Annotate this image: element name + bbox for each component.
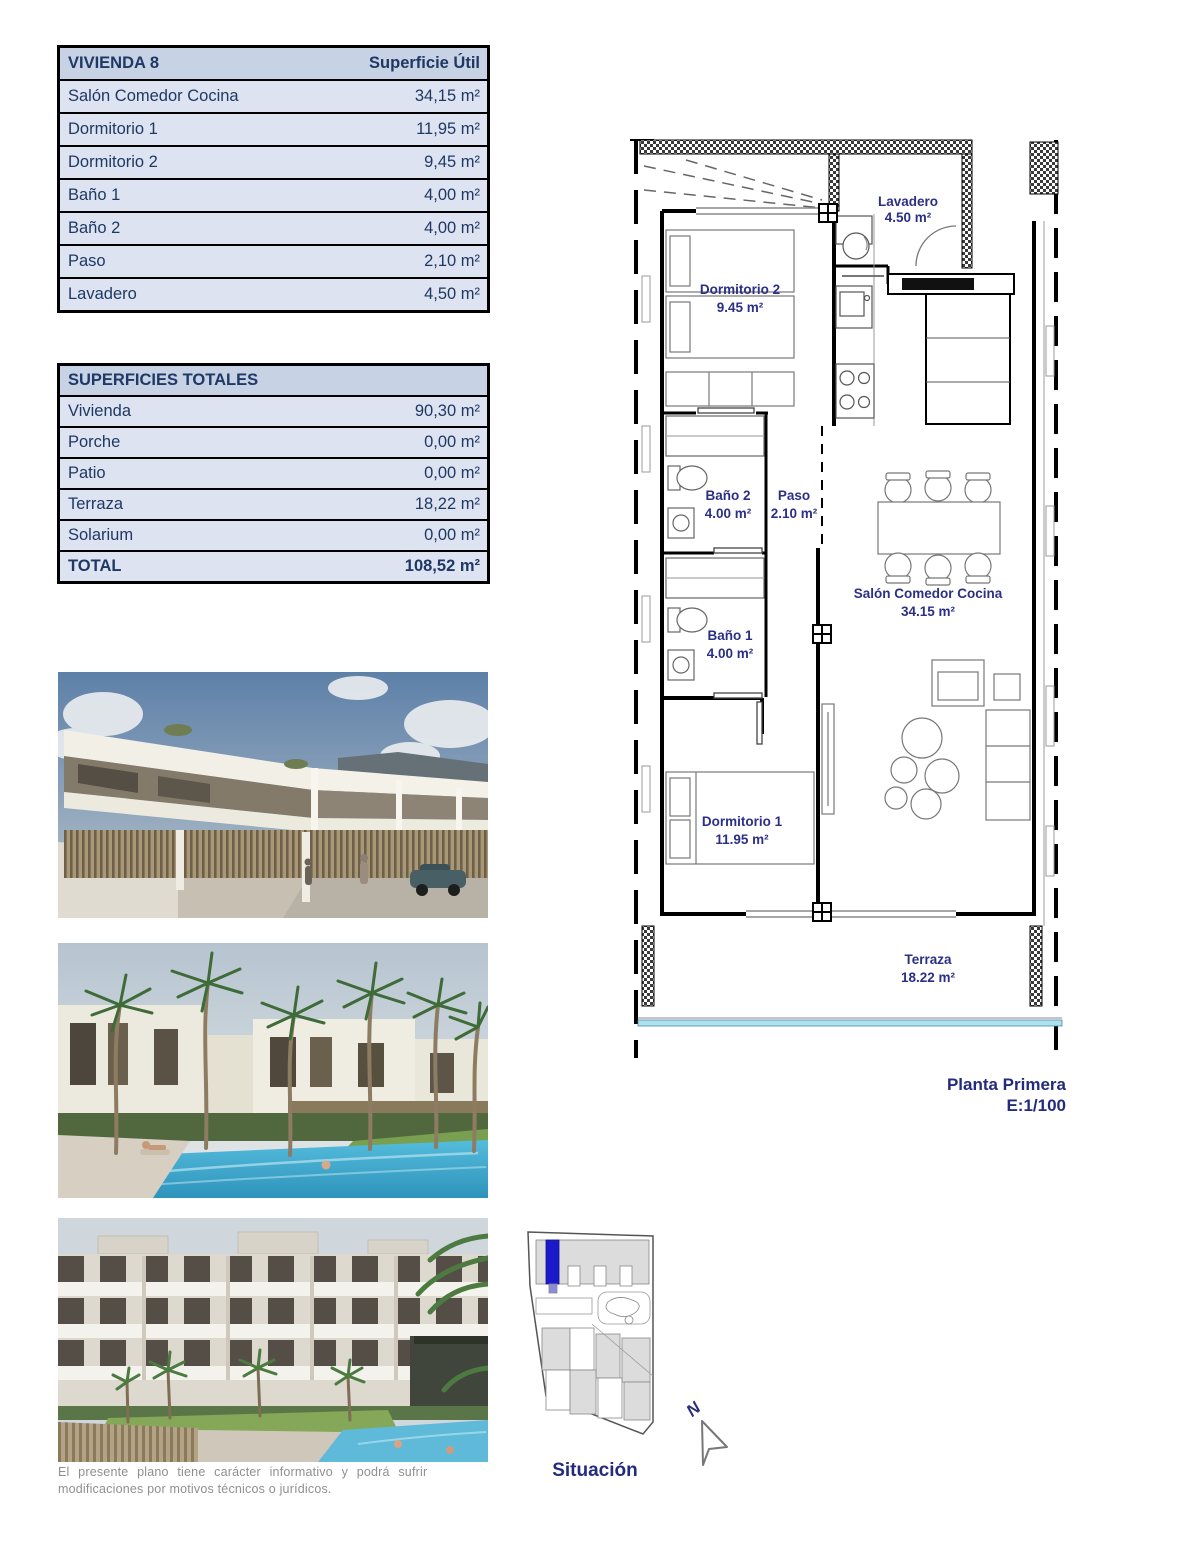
dining-table-icon: [878, 471, 1000, 585]
render-photo-pool: [58, 943, 488, 1198]
table-row: [60, 112, 487, 145]
row-label: Baño 2: [68, 219, 121, 237]
row-label: Lavadero: [68, 285, 137, 303]
superficie-util-header: Superficie Útil: [369, 54, 480, 72]
room-label-lavadero: Lavadero: [877, 194, 939, 209]
table-row: [60, 244, 487, 277]
row-label: Porche: [68, 433, 121, 451]
render-photo-townhouses: [58, 672, 488, 918]
sofa-icon: [986, 710, 1030, 820]
row-label: Baño 1: [68, 186, 121, 204]
site-map-label: Situación: [552, 1460, 638, 1481]
row-value: 90,30 m²: [414, 402, 480, 420]
row-label: Patio: [68, 464, 106, 482]
row-label: Dormitorio 2: [68, 153, 158, 171]
render-photo-apartments: [58, 1218, 488, 1462]
table-row: [60, 145, 487, 178]
row-value: 11,95 m²: [416, 120, 480, 138]
row-value: 4,50 m²: [424, 285, 480, 303]
row-value: 0,00 m²: [424, 526, 480, 544]
plan-caption: [630, 1074, 1066, 1117]
room-area-lavadero: 4.50 m²: [884, 210, 932, 225]
floor-plan: [626, 126, 1066, 1064]
superficies-totales-table: [57, 363, 490, 584]
kitchen-fixtures: [836, 214, 874, 426]
vivienda-table: [57, 45, 490, 313]
total-value: 108,52 m²: [404, 557, 480, 575]
walkway: [198, 1430, 343, 1462]
table-row: [60, 395, 487, 426]
table-row: [60, 211, 487, 244]
table-row: [60, 178, 487, 211]
room-area-bano1: 4.00 m²: [706, 646, 754, 661]
row-value: 2,10 m²: [424, 252, 480, 270]
vivienda-table-title: VIVIENDA 8: [68, 54, 160, 72]
glass-railing: [638, 1020, 1062, 1026]
wood-fence: [58, 1422, 198, 1462]
room-label-bano2: Baño 2: [705, 488, 751, 503]
row-value: 0,00 m²: [424, 433, 480, 451]
room-area-terraza: 18.22 m²: [900, 970, 956, 985]
row-label: Dormitorio 1: [68, 120, 158, 138]
table-row: [60, 488, 487, 519]
totales-table-header: [60, 366, 487, 395]
plan-caption-title: Planta Primera: [946, 1075, 1066, 1094]
room-label-salon: Salón Comedor Cocina: [853, 586, 1003, 601]
disclaimer-line-2: modificaciones por motivos técnicos o jurídicos.: [58, 1481, 332, 1496]
row-label: Salón Comedor Cocina: [68, 87, 239, 105]
washer-icon: [843, 233, 869, 259]
disclaimer-text: [58, 1464, 468, 1498]
side-table-icon: [994, 674, 1020, 700]
twin-beds-icon: [666, 230, 794, 406]
room-area-salon: 34.15 m²: [900, 604, 956, 619]
room-area-dormitorio2: 9.45 m²: [716, 300, 764, 315]
pergola: [410, 1336, 488, 1416]
row-value: 4,00 m²: [424, 219, 480, 237]
total-label: TOTAL: [68, 557, 122, 575]
row-value: 34,15 m²: [414, 87, 480, 105]
table-row: [60, 519, 487, 550]
table-row: [60, 277, 487, 310]
row-value: 0,00 m²: [424, 464, 480, 482]
party-wall-hatch: [640, 140, 972, 154]
living-furniture: [822, 660, 1030, 820]
row-label: Vivienda: [68, 402, 131, 420]
room-label-terraza: Terraza: [904, 952, 952, 967]
row-value: 4,00 m²: [424, 186, 480, 204]
row-label: Terraza: [68, 495, 124, 513]
total-row: [60, 550, 487, 581]
room-area-dormitorio1: 11.95 m²: [715, 832, 769, 847]
row-label: Solarium: [68, 526, 134, 544]
room-label-paso: Paso: [777, 488, 811, 503]
row-value: 18,22 m²: [414, 495, 480, 513]
room-label-dormitorio1: Dormitorio 1: [701, 814, 783, 829]
room-area-bano2: 4.00 m²: [704, 506, 752, 521]
room-label-dormitorio2: Dormitorio 2: [699, 282, 781, 297]
totales-table-title: SUPERFICIES TOTALES: [68, 371, 259, 389]
swimmer: [322, 1161, 331, 1170]
swimmer: [394, 1440, 402, 1448]
swimmer: [446, 1446, 454, 1454]
terrace: [638, 926, 1062, 1026]
roof-dashed-lines: [644, 160, 822, 208]
disclaimer-line-1: El presente plano tiene carácter informativo y podrá sufrir: [58, 1465, 428, 1479]
table-row: [60, 457, 487, 488]
plan-caption-scale: E:1/100: [1006, 1096, 1066, 1116]
highlighted-unit: [546, 1240, 559, 1284]
coffee-tables-icon: [885, 718, 959, 819]
room-area-paso: 2.10 m²: [770, 506, 818, 521]
row-label: Paso: [68, 252, 106, 270]
room-label-bano1: Baño 1: [707, 628, 753, 643]
table-row: [60, 426, 487, 457]
vivienda-table-header: [60, 48, 487, 79]
row-value: 9,45 m²: [424, 153, 480, 171]
bathroom1-fixtures: [666, 558, 764, 680]
table-row: [60, 79, 487, 112]
north-arrow-icon: [665, 1385, 735, 1480]
site-map: [516, 1226, 666, 1454]
north-letter: N: [682, 1398, 705, 1421]
